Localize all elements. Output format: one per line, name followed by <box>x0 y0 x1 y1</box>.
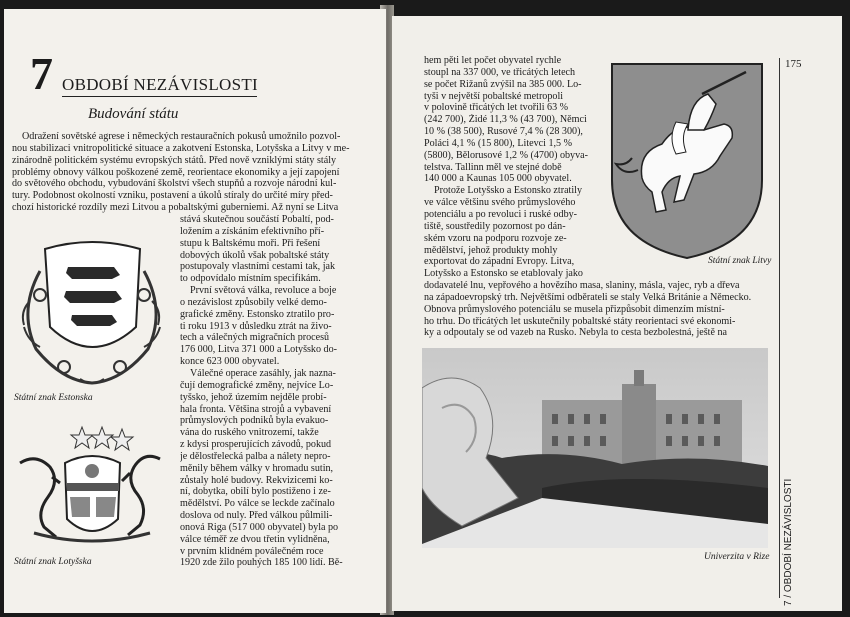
text-line: mědělství, jehož produkty mohly <box>424 244 558 256</box>
text-line: vána do ruského vnitrozemí, takže <box>180 427 319 439</box>
riga-university-photo <box>422 348 768 548</box>
text-line: průmyslových podniků byla evakuo- <box>180 415 329 427</box>
section-subtitle: Budování státu <box>88 106 179 122</box>
text-line: Válečné operace zasáhly, jak nazna- <box>190 367 336 379</box>
text-line: stupu k Baltskému moři. Při řešení <box>180 237 321 249</box>
text-line: z kdysi prosperujících závodů, pokud <box>180 439 332 451</box>
chapter-title: OBDOBÍ NEZÁVISLOSTI <box>62 75 258 94</box>
text-line: 1920 zde žilo pouhých 185 100 lidí. Bě- <box>180 557 343 569</box>
margin-rule <box>779 58 780 598</box>
right-column-text <box>424 55 604 280</box>
text-line: Odražení sovětské agrese i německých restauračních pokusů umožnilo pozvol- <box>22 131 341 142</box>
text-line: tiště, soustředily pozornost po dán- <box>424 220 566 232</box>
text-line: je dělostřelecká palba a nálety nepro- <box>180 450 331 462</box>
text-line: o nezávislost způsobily velké demo- <box>180 296 327 308</box>
estonia-coat-of-arms-image <box>10 231 175 391</box>
text-line: Poláci 4,1 % (15 800), Litevci 1,5 % <box>424 137 573 149</box>
text-line: ky a odpoutaly se od vazeb na Rusko. Nebyla to cesta bezbolestná, ještě na <box>424 327 727 339</box>
text-line: zinárodně politickém systému evropských států. Před nově vzniklými státy stály <box>12 154 337 166</box>
left-intro-paragraph <box>12 131 362 214</box>
text-line: Obnova průmyslového potenciálu se musela přizpůsobit dimenzím místní- <box>424 303 725 315</box>
text-line: ho trhu. Do třicátých let uskutečnily pobaltské státy reorientaci své ekonomi- <box>424 315 736 327</box>
text-line: (242 700), Židé 11,3 % (43 700), Němci <box>424 114 587 126</box>
text-line: ti roku 1913 v důsledku ztrát na živo- <box>180 320 332 332</box>
text-line: potenciálu a po revoluci i ruské odby- <box>424 208 578 220</box>
text-line: tech a válečných migračních procesů <box>180 332 330 344</box>
right-page <box>392 16 842 611</box>
caption-latvia-arms: Státní znak Lotyšska <box>14 557 92 567</box>
text-line: 140 000 a Kaunas 105 000 obyvatel. <box>424 173 572 185</box>
text-line: První světová válka, revoluce a boje <box>190 285 337 297</box>
text-line: se počet Rižanů zvýšil na 385 000. Lo- <box>424 78 582 90</box>
text-line: tyšsko, jehož územím nejděle probí- <box>180 391 327 403</box>
caption-estonia-arms: Státní znak Estonska <box>14 393 93 403</box>
text-line: ložením a získáním efektivního pří- <box>180 225 325 237</box>
text-line: onová Riga (517 000 obyvatel) byla po <box>180 521 339 533</box>
left-page <box>4 9 386 613</box>
text-line: Lotyšsko a Estonsko se etablovaly jako <box>424 268 583 280</box>
text-line: chozí historické rozdíly mezi Litvou a pobaltskými guberniemi. Až nyní se Litva <box>12 202 339 214</box>
text-line: postupovaly vlastními cestami tak, jak <box>180 261 336 273</box>
caption-lithuania-arms: Státní znak Litvy <box>708 256 772 266</box>
page-number: 175 <box>785 58 802 70</box>
text-line: ském vzoru na podporu rozvoje ze- <box>424 232 567 244</box>
text-line: válce téměř ze dvou třetin vylidněna, <box>180 533 330 545</box>
text-line: do světového obchodu, vybudování školství všech stupňů a rozvoje národní kul- <box>12 178 337 190</box>
text-line: mědělství. Po válce se leckde začínalo <box>180 498 335 510</box>
text-line: 10 % (38 500), Rusové 7,4 % (28 300), <box>424 126 583 138</box>
text-line: doslova od nuly. Před válkou půlmili- <box>180 510 333 522</box>
text-line: na západoevropský trh. Největšími odběrateli se staly Velká Británie a Německo. <box>424 291 752 303</box>
text-line: dodavatelé lnu, vepřového a hovězího masa, slaniny, másla, vajec, ryb a dřeva <box>424 280 740 291</box>
right-wide-text <box>424 280 770 339</box>
text-line: nou stabilizaci vnitropolitické situace a zakotvení Estonska, Lotyšska a Litvy v me- <box>12 142 350 154</box>
text-line: tury. Podobnost okolností vzniku, postavení a úkolů stíraly do určité míry před- <box>12 190 333 202</box>
chapter-title-rule <box>62 96 257 97</box>
text-line: dobových úkolů však pobaltské státy <box>180 249 330 261</box>
left-column-text <box>180 214 362 569</box>
text-line: problémy obnovy válkou poškozené země, reorientace ekonomiky a její zapojení <box>12 166 340 178</box>
text-line: stoupl na 337 000, ve třicátých letech <box>424 66 576 78</box>
running-head: 7 / OBDOBÍ NEZÁVISLOSTI <box>783 478 794 606</box>
text-line: zůstaly holé budovy. Rekvizicemi ko- <box>180 474 333 486</box>
text-line: Protože Lotyšsko a Estonsko ztratily <box>434 185 583 197</box>
text-line: exportovat do západní Evropy. Litva, <box>424 256 575 268</box>
text-line: ní, dobytka, obilí bylo postiženo i ze- <box>180 486 331 498</box>
text-line: telstva. Tallinn měl ve stejné době <box>424 161 562 173</box>
caption-university-photo: Univerzita v Rize <box>704 552 770 562</box>
text-line: (5800), Bělorusové 1,2 % (4700) obyva- <box>424 149 588 161</box>
lithuania-coat-of-arms-image <box>608 60 766 260</box>
latvia-coat-of-arms-image <box>10 423 175 553</box>
text-line: měnily během války v hromadu sutin, <box>180 462 334 474</box>
text-line: stává skutečnou součástí Pobaltí, pod- <box>180 214 334 225</box>
chapter-number: 7 <box>30 48 53 99</box>
text-line: v polovině třicátých let tvořili 63 % <box>424 102 569 114</box>
text-line: to odpovídalo místním specifikám. <box>180 273 321 285</box>
text-line: hala fronta. Většina strojů a vybavení <box>180 403 332 415</box>
text-line: hem pěti let počet obyvatel rychle <box>424 55 562 66</box>
text-line: tyši v největší pobaltské metropoli <box>424 90 564 102</box>
text-line: konce 623 000 obyvatel. <box>180 356 280 368</box>
text-line: v prvním klidném poválečném roce <box>180 545 324 557</box>
text-line: grafické změny. Estonsko ztratilo pro- <box>180 308 335 320</box>
text-line: ve válce většinu svého průmyslového <box>424 197 576 209</box>
text-line: čují demografické změny, nejvíce Lo- <box>180 379 334 391</box>
text-line: 176 000, Litva 371 000 a Lotyšsko do- <box>180 344 338 356</box>
